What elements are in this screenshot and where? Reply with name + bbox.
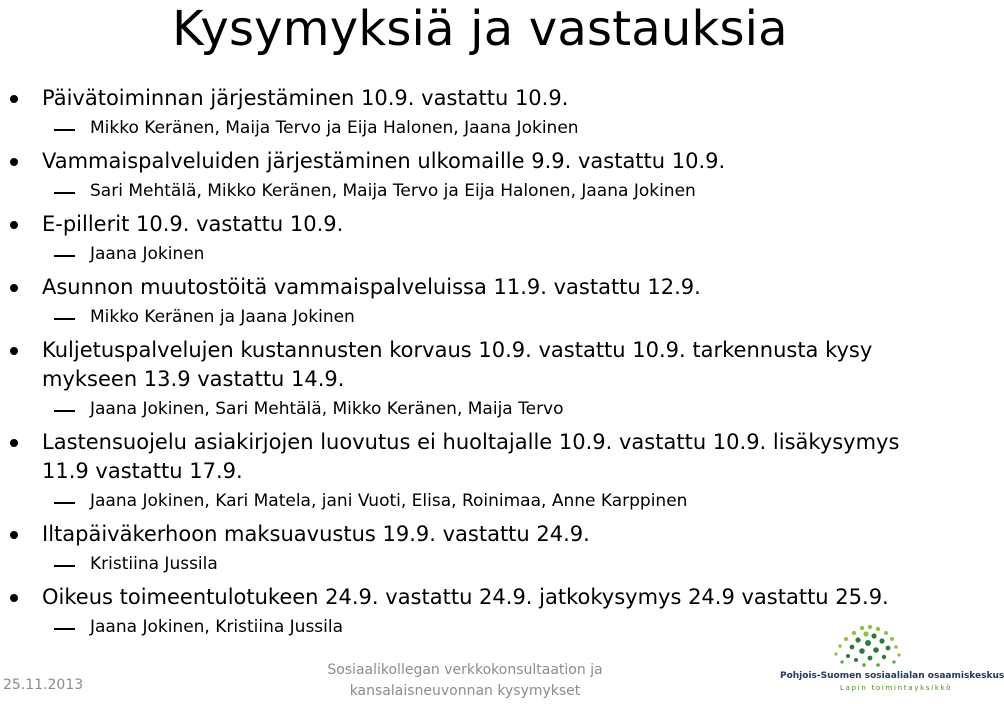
- footer-caption-line: kansalaisneuvonnan kysymykset: [349, 683, 581, 699]
- dot-cluster-icon: [826, 624, 910, 670]
- question-list: [0, 84, 960, 646]
- question-topic: Asunnon muutostöitä vammaispalveluissa 11.9. vastattu 12.9.: [0, 273, 960, 302]
- question-topic: Vammaispalveluiden järjestäminen ulkomaille 9.9. vastattu 10.9.: [0, 147, 960, 176]
- question-respondents: Kristiina Jussila: [0, 552, 960, 576]
- question-respondents: Mikko Keränen ja Jaana Jokinen: [0, 305, 960, 329]
- question-topic: Kuljetuspalvelujen kustannusten korvaus 10.9. vastattu 10.9. tarkennusta kysy mykseen 13.9 vastattu 14.9.: [0, 336, 960, 394]
- footer-date: 25.11.2013: [3, 677, 84, 693]
- question-respondents: Jaana Jokinen: [0, 242, 960, 266]
- logo-unit-name: Lapin toimintayksikkö: [840, 684, 953, 692]
- question-respondents: Jaana Jokinen, Sari Mehtälä, Mikko Keränen, Maija Tervo: [0, 397, 960, 421]
- question-topic: Lastensuojelu asiakirjojen luovutus ei huoltajalle 10.9. vastattu 10.9. lisäkysymys 11.9 vastattu 17.9.: [0, 428, 960, 486]
- question-topic: E-pillerit 10.9. vastattu 10.9.: [0, 210, 960, 239]
- organization-logo: [780, 624, 1004, 700]
- page-title: Kysymyksiä ja vastauksia: [172, 1, 788, 57]
- logo-organization-name: Pohjois-Suomen sosiaalialan osaamiskeskus: [780, 671, 1004, 681]
- question-respondents: Jaana Jokinen, Kari Matela, jani Vuoti, Elisa, Roinimaa, Anne Karppinen: [0, 489, 960, 513]
- question-topic: Päivätoiminnan järjestäminen 10.9. vastattu 10.9.: [0, 84, 960, 113]
- question-topic: Iltapäiväkerhoon maksuavustus 19.9. vastattu 24.9.: [0, 520, 960, 549]
- footer-caption-line: Sosiaalikollegan verkkokonsultaation ja: [327, 662, 603, 678]
- footer-caption: [300, 660, 630, 702]
- question-topic: Oikeus toimeentulotukeen 24.9. vastattu 24.9. jatkokysymys 24.9 vastattu 25.9.: [0, 583, 960, 612]
- question-respondents: Mikko Keränen, Maija Tervo ja Eija Halonen, Jaana Jokinen: [0, 116, 960, 140]
- question-respondents: Jaana Jokinen, Kristiina Jussila: [0, 615, 960, 639]
- question-respondents: Sari Mehtälä, Mikko Keränen, Maija Tervo ja Eija Halonen, Jaana Jokinen: [0, 179, 960, 203]
